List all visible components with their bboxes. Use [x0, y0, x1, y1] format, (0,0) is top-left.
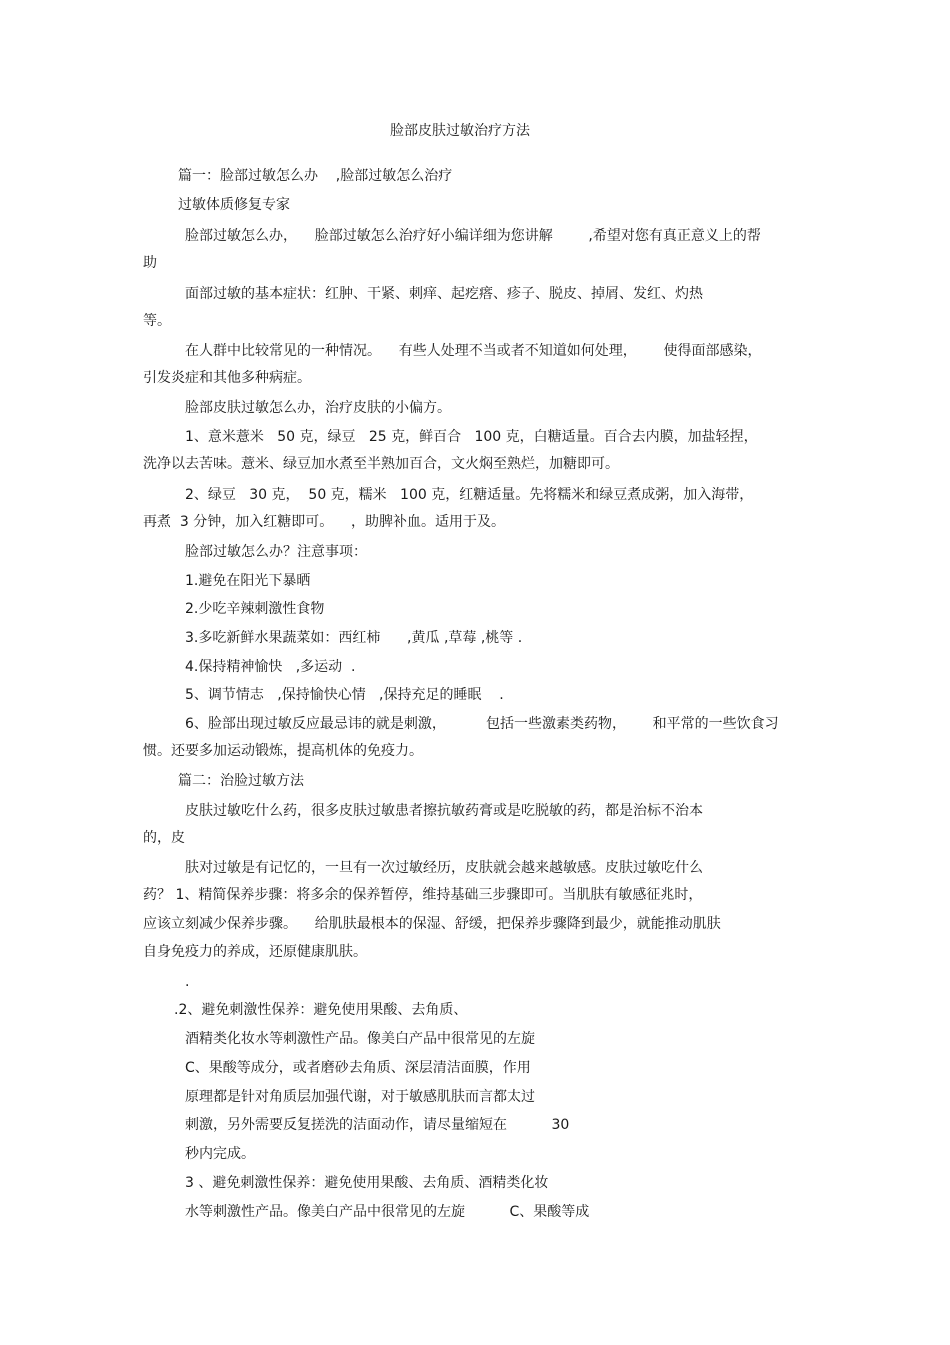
paragraph-line: 惯。还要多加运动锻炼，提高机体的免疫力。: [143, 743, 423, 759]
list-item: 4.保持精神愉快 ,多运动 .: [185, 659, 356, 675]
paragraph-line: 助: [143, 255, 157, 271]
paragraph-line: 的，皮: [143, 830, 185, 846]
paragraph-line: 引发炎症和其他多种病症。: [143, 370, 311, 386]
paragraph-line: C、果酸等成分，或者磨砂去角质、深层清洁面膜，作用: [185, 1060, 531, 1076]
paragraph-line: 2、绿豆 30 克， 50 克，糯米 100 克，红糖适量。先将糯米和绿豆煮成粥，加入海带，: [185, 487, 754, 503]
paragraph-line: 皮肤过敏吃什么药，很多皮肤过敏患者擦抗敏药膏或是吃脱敏的药，都是治标不治本: [185, 803, 703, 819]
paragraph-line: 肤对过敏是有记忆的，一旦有一次过敏经历，皮肤就会越来越敏感。皮肤过敏吃什么: [185, 860, 703, 876]
section-heading-1: 篇一：脸部过敏怎么办 ,脸部过敏怎么治疗: [178, 168, 453, 184]
paragraph-line: 脸部过敏怎么办？注意事项：: [185, 544, 367, 560]
section-heading-2: 篇二：治脸过敏方法: [178, 773, 304, 789]
paragraph-line: 原理都是针对角质层加强代谢，对于敏感肌肤而言都太过: [185, 1089, 535, 1105]
paragraph-line: 脸部皮肤过敏怎么办，治疗皮肤的小偏方。: [185, 400, 451, 416]
paragraph-line: 刺激，另外需要反复搓洗的洁面动作，请尽量缩短在 30: [185, 1117, 570, 1133]
paragraph-line: 酒精类化妆水等刺激性产品。像美白产品中很常见的左旋: [185, 1031, 535, 1047]
paragraph-line: 应该立刻减少保养步骤。 给肌肤最根本的保湿、舒缓，把保养步骤降到最少，就能推动肌肤: [143, 916, 721, 932]
paragraph-line: 1、意米薏米 50 克，绿豆 25 克，鲜百合 100 克，白糖适量。百合去内膜，加盐轻捏，: [185, 429, 758, 445]
list-item: 3.多吃新鲜水果蔬菜如：西红柿 ,黄瓜 ,草莓 ,桃等 .: [185, 630, 523, 646]
paragraph-line: 自身免疫力的养成，还原健康肌肤。: [143, 944, 367, 960]
paragraph-line: 水等刺激性产品。像美白产品中很常见的左旋 C、果酸等成: [185, 1204, 590, 1220]
paragraph-line: 脸部过敏怎么办， 脸部过敏怎么治疗好小编详细为您讲解 ,希望对您有真正意义上的帮: [185, 228, 761, 244]
paragraph-line: 等。: [143, 313, 171, 329]
paragraph-line: 在人群中比较常见的一种情况。 有些人处理不当或者不知道如何处理， 使得面部感染，: [185, 343, 762, 359]
paragraph-line: 秒内完成。: [185, 1146, 255, 1162]
paragraph-line: 3 、避免刺激性保养：避免使用果酸、去角质、酒精类化妆: [185, 1175, 549, 1191]
paragraph-line: .2、避免刺激性保养：避免使用果酸、去角质、: [174, 1002, 468, 1018]
list-item: 6、脸部出现过敏反应最忌讳的就是刺激， 包括一些激素类药物， 和平常的一些饮食习: [185, 716, 779, 732]
paragraph-line: .: [185, 974, 190, 990]
document-title: 脸部皮肤过敏治疗方法: [390, 123, 530, 139]
list-item: 1.避免在阳光下暴晒: [185, 573, 311, 589]
paragraph-line: 过敏体质修复专家: [178, 197, 290, 213]
list-item: 2.少吃辛辣刺激性食物: [185, 601, 325, 617]
paragraph-line: 洗净以去苦味。薏米、绿豆加水煮至半熟加百合，文火焖至熟烂，加糖即可。: [143, 456, 619, 472]
list-item: 5、调节情志 ,保持愉快心情 ,保持充足的睡眠 .: [185, 687, 504, 703]
paragraph-line: 药？ 1、精简保养步骤：将多余的保养暂停，维持基础三步骤即可。当肌肤有敏感征兆时，: [143, 887, 703, 903]
paragraph-line: 再煮 3 分钟，加入红糖即可。 ，助脾补血。适用于及。: [143, 514, 506, 530]
paragraph-line: 面部过敏的基本症状：红肿、干紧、刺痒、起疙瘩、疹子、脱皮、掉屑、发红、灼热: [185, 286, 703, 302]
